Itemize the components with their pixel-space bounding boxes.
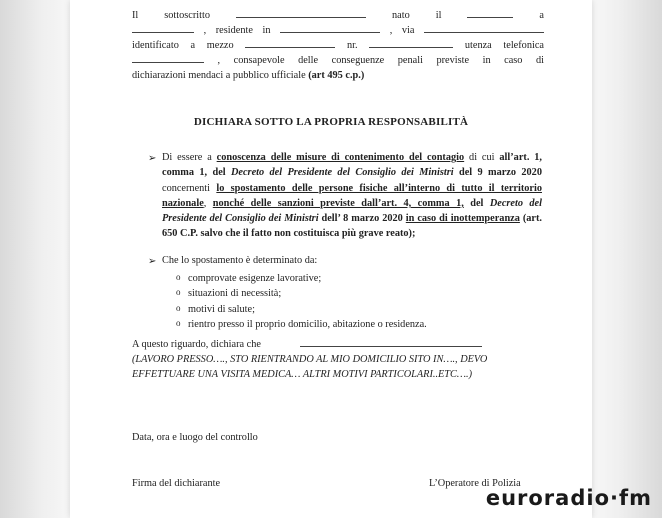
intro-text: , residente in (203, 25, 271, 36)
list-item: o comprovate esigenze lavorative; (176, 271, 427, 286)
signature-label: Firma del dichiarante (132, 478, 221, 489)
declaration-line-1 (132, 337, 544, 352)
document-title: DICHIARA SOTTO LA PROPRIA RESPONSABILITÀ (193, 116, 469, 128)
declaration-paragraph-2: Che lo spostamento è determinato da: (162, 255, 318, 266)
declaration-text: A questo riguardo, dichiara che (132, 339, 261, 350)
reason-blank[interactable] (300, 337, 482, 347)
phone-blank[interactable] (132, 53, 204, 63)
intro-text: dichiarazioni mendaci a pubblico ufficiale (132, 70, 306, 81)
date-place-label: Data, ora e luogo del controllo (132, 432, 258, 443)
intro-text: Il sottoscritto (132, 10, 211, 21)
document-type-blank[interactable] (245, 38, 335, 48)
intro-line-3 (132, 38, 544, 53)
decree-name: Decreto del Presidente del Consiglio dei Ministri (225, 167, 454, 179)
declaration-example: EFFETTUARE UNA VISITA MEDICA… ALTRI MOTIVI PARTICOLARI..ETC….) (132, 369, 473, 380)
intro-text: nr. (346, 40, 358, 51)
euroradio-watermark: euroradio·fm (485, 486, 652, 510)
intro-text: nato il (392, 10, 442, 21)
declaration-example: (LAVORO PRESSO…., STO RIENTRANDO AL MIO DOMICILIO SITO IN…., DEVO (132, 354, 488, 365)
decree-name: Decreto del Presidente del Consiglio dei Ministri (162, 197, 542, 225)
para-text: nonché delle sanzioni previste dall’art. 4, comma 1, (212, 197, 464, 209)
para-text: del (463, 197, 490, 209)
legal-reference: (art 495 c.p.) (308, 70, 365, 81)
para-text: del 9 marzo 2020 (453, 167, 542, 179)
arrow-bullet-icon: ➢ (148, 256, 157, 267)
para-text: di cui (464, 152, 500, 163)
para-text: (art. 650 C.P. salvo che il fatto non costituisca più grave reato); (162, 213, 543, 240)
residence-blank[interactable] (280, 23, 380, 33)
document-number-blank[interactable] (369, 38, 453, 48)
intro-text: a (539, 10, 544, 21)
para-text: Di essere a (162, 152, 212, 163)
list-item: o situazioni di necessità; (176, 286, 427, 301)
intro-line-2 (132, 23, 544, 38)
intro-line-5 (132, 68, 544, 83)
document-page (70, 0, 592, 518)
list-item: o motivi di salute; (176, 302, 427, 317)
officer-label: L’Operatore di Polizia (429, 478, 521, 489)
name-blank[interactable] (236, 8, 366, 18)
intro-block (132, 8, 544, 83)
left-page-edge (0, 0, 70, 518)
birthdate-blank[interactable] (467, 8, 513, 18)
intro-text: identificato a mezzo (132, 40, 234, 51)
para-text: in caso di inottemperanza (405, 213, 520, 225)
birthplace-blank[interactable] (132, 23, 194, 33)
arrow-bullet-icon: ➢ (148, 153, 157, 164)
declaration-block (132, 337, 544, 382)
reason-list (176, 271, 427, 332)
para-text: dell’ 8 marzo 2020 (318, 213, 406, 225)
para-text: lo spostamento delle persone fisiche all’interno di tutto il territorio nazionale (162, 182, 542, 209)
intro-line-1 (132, 8, 544, 23)
list-item: o rientro presso il proprio domicilio, abitazione o residenza. (176, 317, 427, 332)
para-text: conoscenza delle misure di contenimento del contagio (216, 152, 465, 163)
para-text: , (203, 197, 213, 209)
intro-text: , via (389, 25, 415, 36)
street-blank[interactable] (424, 23, 544, 33)
intro-line-4 (132, 53, 544, 68)
intro-text: utenza telefonica (464, 40, 544, 51)
para-text: concernenti (162, 182, 217, 194)
para-text: all’art. 1, comma 1, del (162, 152, 542, 179)
right-page-edge (592, 0, 662, 518)
declaration-paragraph-1 (162, 150, 542, 242)
intro-text: , consapevole delle conseguenze penali previste in caso di (217, 55, 544, 66)
